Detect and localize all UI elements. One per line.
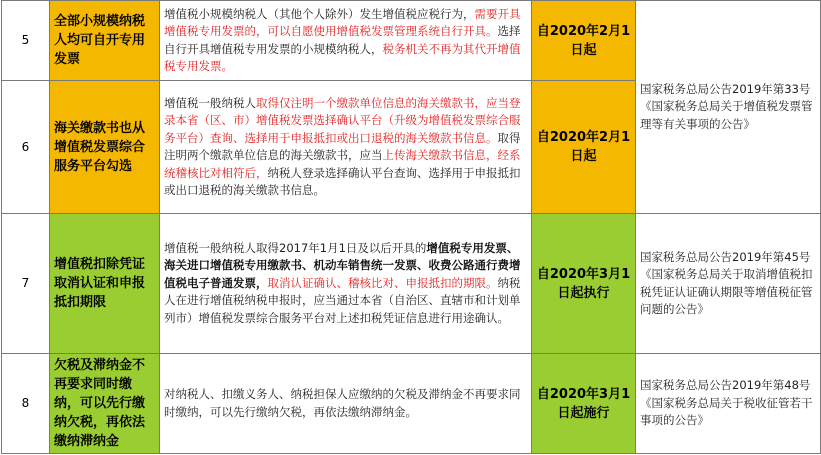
policy-title: 欠税及滞纳金不再要求同时缴纳，可以先行缴纳欠税，再依法缴纳滞纳金: [50, 354, 160, 454]
description-segment: 对纳税人、扣缴义务人、纳税担保人应缴纳的欠税及滞纳金不再要求同时缴纳，可以先行缴纳欠税，再依法缴纳滞纳金。: [164, 387, 521, 419]
description-segment: 纳税人登录选择确认平台查询、选择用于申报抵扣或出口退税的海关缴款书信息。: [164, 165, 521, 197]
description-segment: 增值税一般纳税人取得2017年1月1日及以后开具的: [164, 240, 427, 255]
table-row: [2, 214, 821, 354]
row-number: 5: [2, 1, 50, 81]
policy-title: 增值税扣除凭证取消认证和申报抵扣期限: [50, 214, 160, 354]
description-segment: 选择自行开具增值税专用发票的小规模纳税人，: [164, 24, 521, 56]
policy-reference: 国家税务总局公告2019年第45号《国家税务总局关于取消增值税扣税凭证认证确认期限等增值税征管问题的公告》: [636, 214, 821, 354]
table-row: [2, 354, 821, 454]
description-segment: 增值税一般纳税人: [164, 95, 256, 110]
table-row: [2, 1, 821, 81]
policy-description: [160, 81, 532, 214]
row-number: 7: [2, 214, 50, 354]
description-segment: 取得注明两个缴款单位信息的海关缴款书，应当: [164, 130, 521, 162]
effective-date: 自2020年2月1日起: [532, 81, 636, 214]
effective-date: 自2020年2月1日起: [532, 1, 636, 81]
description-segment: 取消认证确认、稽核比对、申报抵扣的期限。: [267, 275, 498, 290]
policy-title: 全部小规模纳税人均可自开专用发票: [50, 1, 160, 81]
tax-policy-table: [1, 0, 821, 454]
effective-date: 自2020年3月1日起施行: [532, 354, 636, 454]
effective-date: 自2020年3月1日起执行: [532, 214, 636, 354]
description-segment: 上传海关缴款书信息，经系统稽核比对相符后，: [164, 148, 521, 180]
policy-description: [160, 214, 532, 354]
policy-reference: 国家税务总局公告2019年第48号《国家税务总局关于税收征管若干事项的公告》: [636, 354, 821, 454]
description-segment: 需要开具增值税专用发票的，可以自愿使用增值税发票管理系统自行开具。: [164, 6, 521, 38]
description-segment: 增值税小规模纳税人（其他个人除外）发生增值税应税行为，: [164, 6, 475, 21]
description-segment: 纳税人在进行增值税纳税申报时，应当通过本省（自治区、直辖市和计划单列市）增值税发票综合服务平台对上述扣税凭证信息进行用途确认。: [164, 275, 521, 325]
policy-title: 海关缴款书也从增值税发票综合服务平台勾选: [50, 81, 160, 214]
policy-description: [160, 1, 532, 81]
row-number: 6: [2, 81, 50, 214]
policy-description: [160, 354, 532, 454]
description-segment: 增值税专用发票、海关进口增值税专用缴款书、机动车销售统一发票、收费公路通行费增值税电子普通发票，: [164, 240, 521, 290]
description-segment: 取得仅注明一个缴款单位信息的海关缴款书，应当登录本省（区、市）增值税发票选择确认平台（升级为增值税发票综合服务平台）查询、选择用于申报抵扣或出口退税的海关缴款书信息。: [164, 95, 521, 145]
policy-reference: 国家税务总局公告2019年第33号《国家税务总局关于增值税发票管理等有关事项的公告》: [636, 1, 821, 214]
row-number: 8: [2, 354, 50, 454]
description-segment: 税务机关不再为其代开增值税专用发票。: [164, 41, 521, 73]
